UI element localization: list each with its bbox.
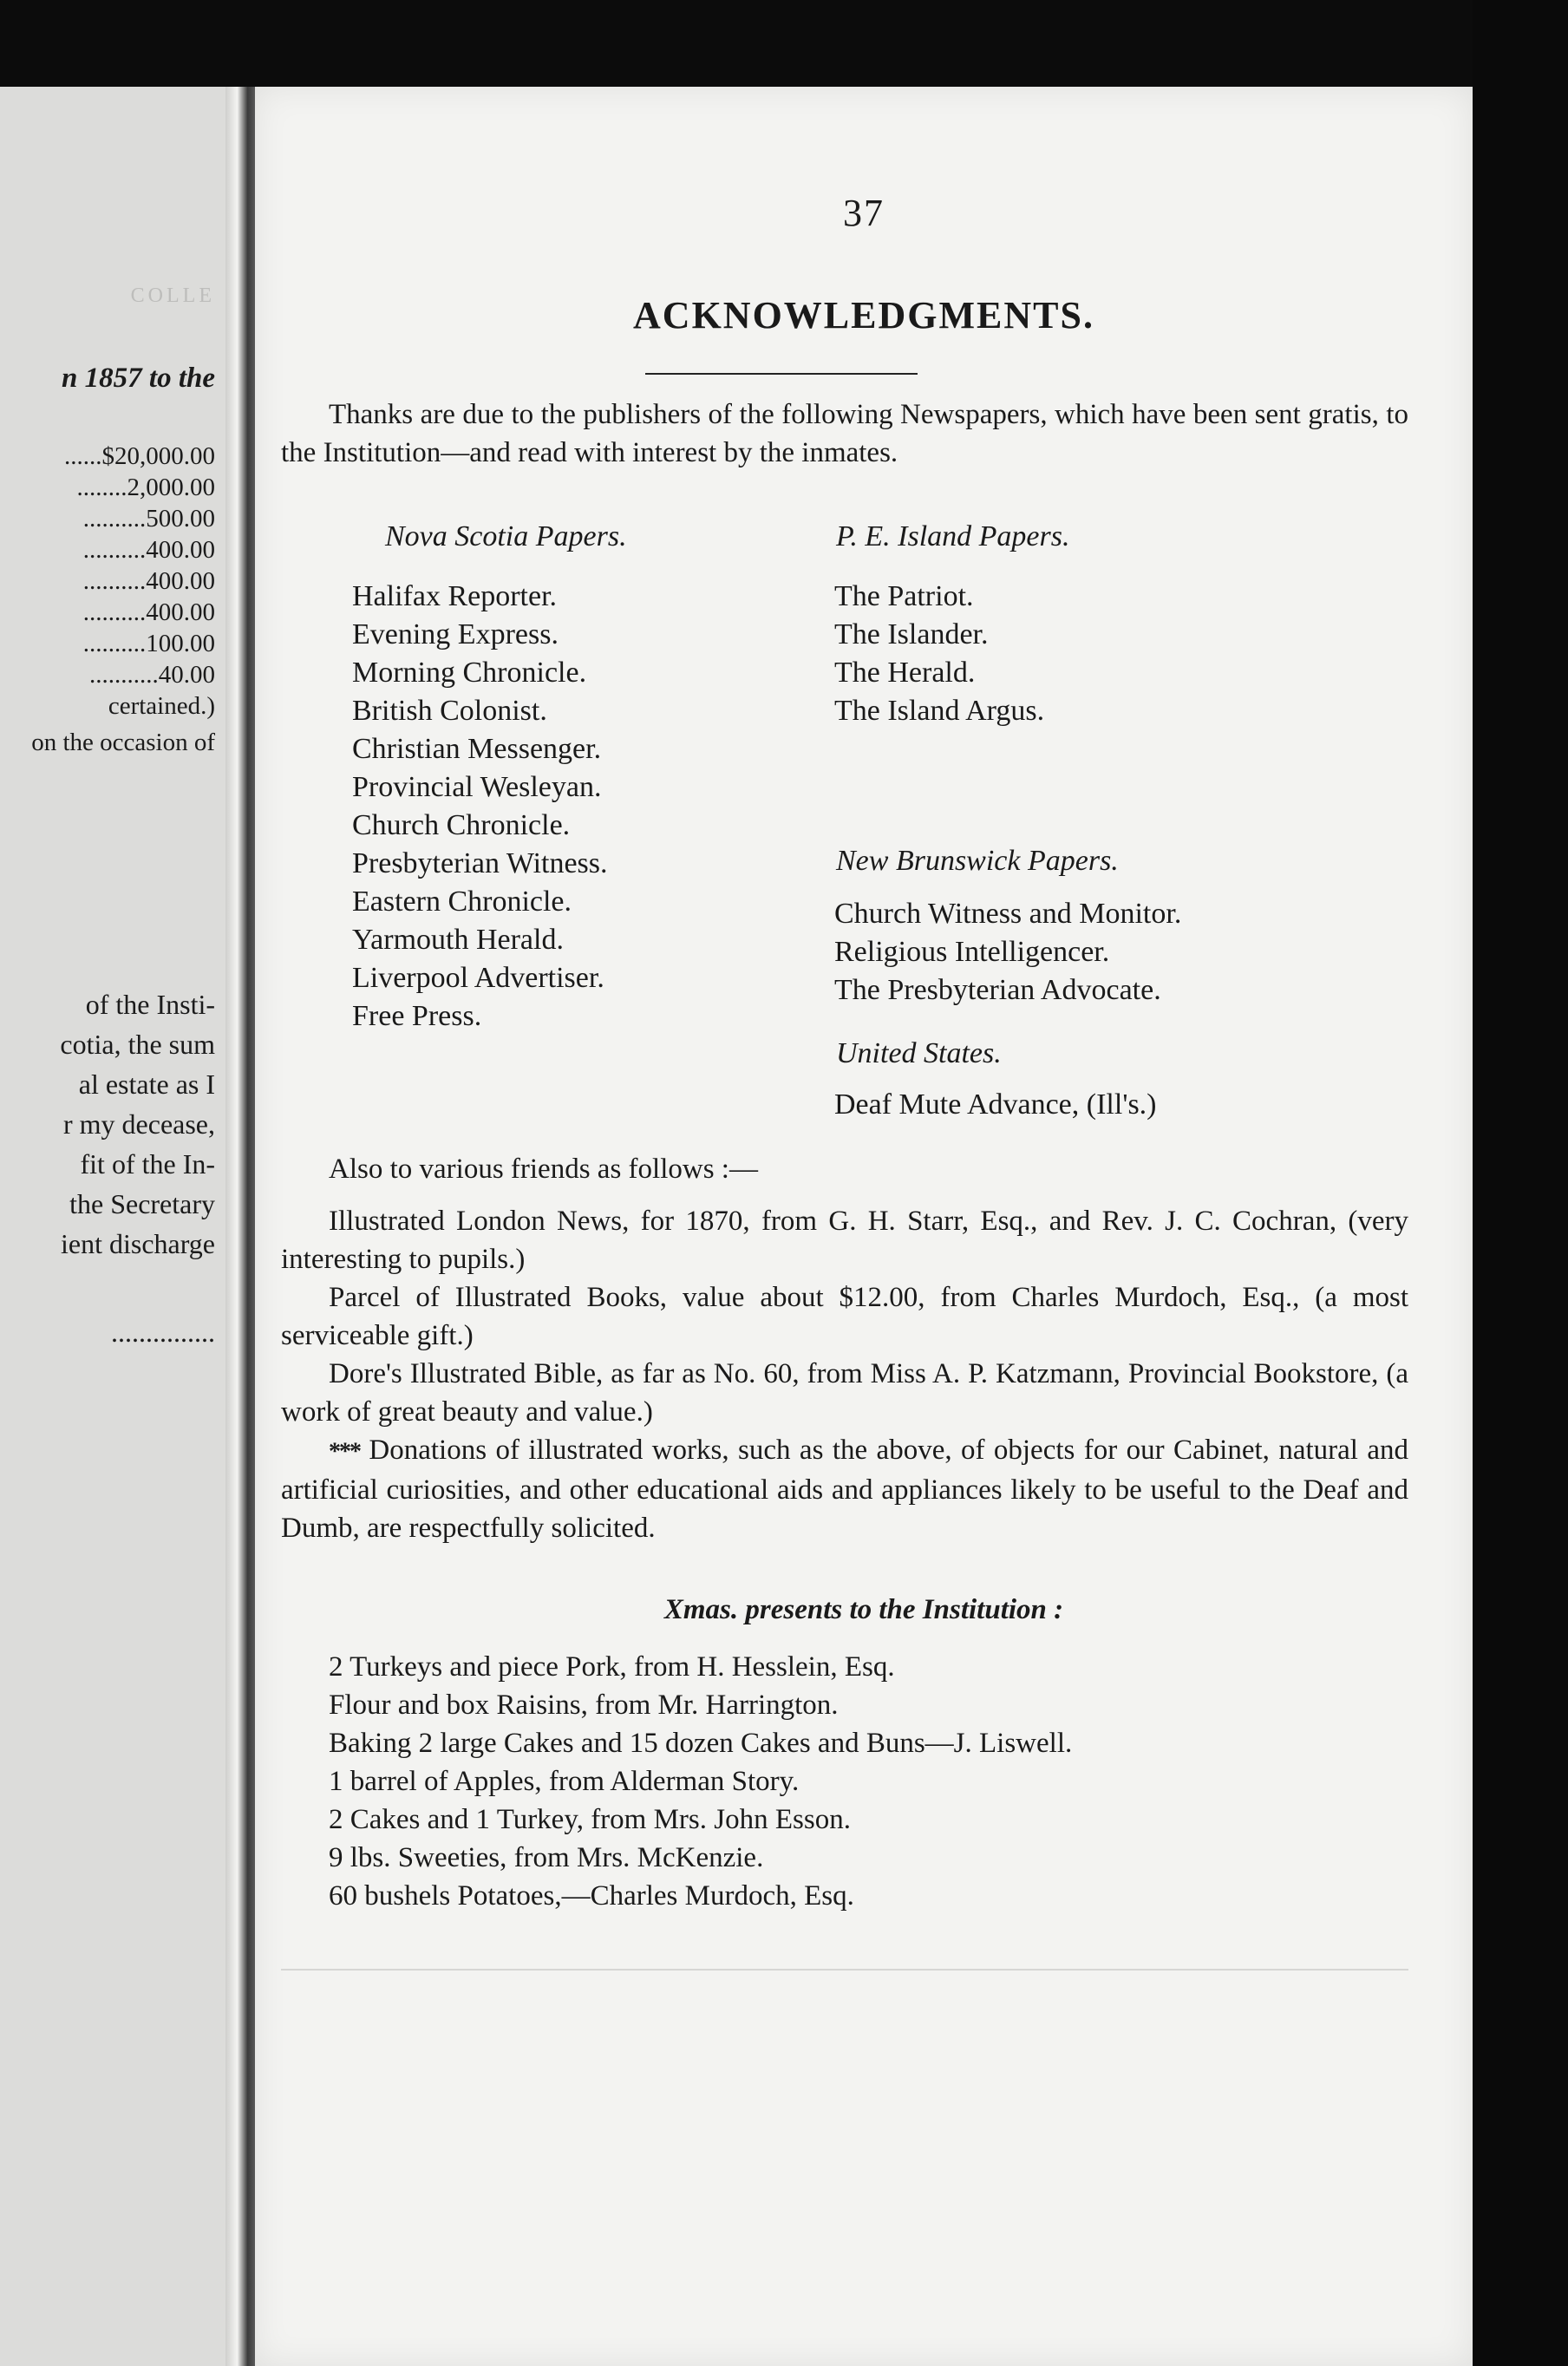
left-page-line: ........2,000.00: [76, 474, 215, 501]
page-number: 37: [843, 192, 885, 234]
left-page-line: ..........400.00: [82, 598, 215, 626]
list-item: 60 bushels Potatoes,—Charles Murdoch, Esq.: [329, 1880, 854, 1912]
new-brunswick-list: [834, 895, 1181, 1010]
list-item: British Colonist.: [352, 695, 547, 727]
page-title: ACKNOWLEDGMENTS.: [633, 294, 1094, 337]
list-item: Halifax Reporter.: [352, 580, 558, 612]
list-item: Morning Chronicle.: [352, 657, 587, 689]
list-item: 1 barrel of Apples, from Alderman Story.: [329, 1766, 800, 1797]
list-item: Christian Messenger.: [352, 733, 602, 765]
united-states-heading: United States.: [836, 1037, 1002, 1069]
united-states-list: [834, 1086, 1157, 1124]
list-item: The Herald.: [834, 657, 976, 689]
left-page-line: fit of the In-: [80, 1148, 215, 1180]
left-page-fragment: [0, 87, 225, 2366]
left-page-line: ...........40.00: [89, 661, 215, 689]
left-page-line: ......$20,000.00: [64, 442, 215, 470]
left-page-line: al estate as I: [78, 1069, 215, 1100]
list-item: Presbyterian Witness.: [352, 847, 608, 879]
left-page-line: of the Insti-: [85, 989, 215, 1020]
list-item: 9 lbs. Sweeties, from Mrs. McKenzie.: [329, 1842, 764, 1873]
list-item: Provincial Wesleyan.: [352, 771, 602, 803]
left-page-line: COLLE: [130, 284, 215, 307]
list-item: Church Chronicle.: [352, 809, 571, 841]
left-page-line: the Secretary: [69, 1188, 215, 1219]
left-page-line: n 1857 to the: [62, 363, 215, 394]
scan-border-right: [1473, 0, 1568, 2366]
new-brunswick-heading: New Brunswick Papers.: [836, 845, 1119, 877]
intro-paragraph: Thanks are due to the publishers of the following Newspapers, which have been sent gratis, to the Institution—and read with interest by the inmates.: [281, 399, 1408, 468]
left-page-line: on the occasion of: [31, 729, 215, 756]
donations-paragraph: [281, 1431, 1408, 1547]
right-page: [255, 87, 1473, 2366]
page-bottom-rule: [281, 1969, 1408, 1971]
list-item: Yarmouth Herald.: [352, 924, 564, 956]
left-page-line: certained.): [108, 692, 215, 720]
scan-border-top: [0, 0, 1568, 87]
left-page-line: ient discharge: [60, 1228, 215, 1259]
list-item: The Islander.: [834, 618, 989, 650]
donations-text: Donations of illustrated works, such as the above, of objects for our Cabinet, natural and artificial curiosities, and other educational aids and appliances likely to be useful to the Deaf and Dumb, are respectfully solicited.: [281, 1435, 1408, 1545]
pei-heading: P. E. Island Papers.: [836, 520, 1070, 552]
left-page-line: ..........500.00: [82, 505, 215, 533]
list-item: 2 Cakes and 1 Turkey, from Mrs. John Esson.: [329, 1804, 851, 1835]
left-page-line: cotia, the sum: [60, 1029, 215, 1060]
nova-scotia-list: [352, 578, 608, 1036]
list-item: The Patriot.: [834, 580, 974, 612]
list-item: Flour and box Raisins, from Mr. Harrington.: [329, 1690, 839, 1721]
book-gutter: [225, 87, 255, 2366]
list-item: Free Press.: [352, 1000, 482, 1032]
list-item: Evening Express.: [352, 618, 559, 650]
pei-list: [834, 578, 1044, 730]
also-line: Also to various friends as follows :—: [329, 1154, 758, 1185]
entry-paragraph: Parcel of Illustrated Books, value about $12.00, from Charles Murdoch, Esq., (a most serviceable gift.): [281, 1282, 1408, 1351]
entry-paragraph: Illustrated London News, for 1870, from G. H. Starr, Esq., and Rev. J. C. Cochran, (very interesting to pupils.): [281, 1206, 1408, 1275]
left-page-line: ...............: [111, 1317, 215, 1348]
list-item: Eastern Chronicle.: [352, 886, 572, 918]
asterism-icon: ***: [329, 1438, 360, 1466]
list-item: Liverpool Advertiser.: [352, 962, 604, 994]
list-item: Religious Intelligencer.: [834, 936, 1110, 968]
entry-paragraph: Dore's Illustrated Bible, as far as No. 60, from Miss A. P. Katzmann, Provincial Bookstore, (a work of great beauty and value.): [281, 1358, 1408, 1428]
left-page-line: r my decease,: [62, 1108, 215, 1140]
list-item: The Island Argus.: [834, 695, 1045, 727]
left-page-line: ..........100.00: [82, 630, 215, 657]
list-item: The Presbyterian Advocate.: [834, 974, 1161, 1006]
xmas-gift-list: [329, 1648, 1072, 1915]
list-item: Baking 2 large Cakes and 15 dozen Cakes and Buns—J. Liswell.: [329, 1728, 1073, 1759]
list-item: Church Witness and Monitor.: [834, 898, 1182, 930]
list-item: 2 Turkeys and piece Pork, from H. Hesslein, Esq.: [329, 1651, 895, 1683]
left-page-line: ..........400.00: [82, 567, 215, 595]
xmas-heading: Xmas. presents to the Institution :: [663, 1594, 1064, 1625]
left-page-line: ..........400.00: [82, 536, 215, 564]
title-rule: [645, 373, 918, 375]
nova-scotia-heading: Nova Scotia Papers.: [385, 520, 627, 552]
list-item: Deaf Mute Advance, (Ill's.): [834, 1088, 1157, 1121]
